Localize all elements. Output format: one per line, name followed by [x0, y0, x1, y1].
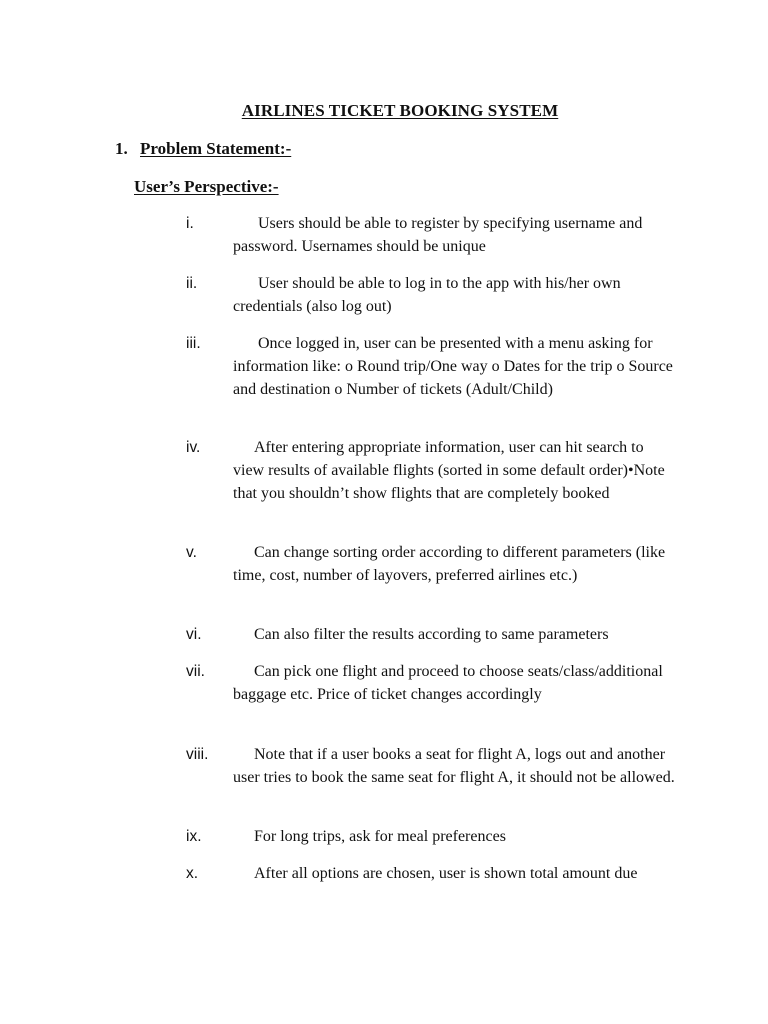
section-heading [115, 139, 291, 159]
subsection-heading: User’s Perspective:- [134, 177, 279, 196]
list-marker: iii. [186, 335, 201, 352]
document-title: AIRLINES TICKET BOOKING SYSTEM [241, 101, 559, 120]
list-item-text: Can also filter the results according to same parameters [254, 626, 609, 643]
list-marker: ix. [186, 828, 202, 845]
list-item-text: After entering appropriate information, user can hit search to view results of available flights (sorted in some default order)•Note that you shouldn’t show flights that are completely booked [233, 439, 665, 502]
list-marker: x. [186, 865, 199, 882]
list-marker: iv. [186, 439, 201, 456]
list-item-text: For long trips, ask for meal preferences [254, 828, 506, 845]
section-heading-text: Problem Statement:- [140, 139, 292, 158]
list-marker: vi. [186, 626, 202, 643]
list-item-text: Can change sorting order according to different parameters (like time, cost, number of layovers, preferred airlines etc.) [233, 544, 666, 584]
list-item-text: Once logged in, user can be presented with a menu asking for information like: o Round trip/One way o Dates for the trip o Source and destination o Number of tickets (Adult/Child) [233, 335, 673, 398]
list-marker: vii. [186, 663, 205, 680]
list-marker: viii. [186, 746, 209, 763]
list-item-text: Note that if a user books a seat for flight A, logs out and another user tries to book the same seat for flight A, it should not be allowed. [233, 746, 675, 786]
list-marker: v. [186, 544, 197, 561]
list-item-text: After all options are chosen, user is shown total amount due [254, 865, 638, 882]
list-marker: ii. [186, 275, 198, 292]
list-item-text: Users should be able to register by specifying username and password. Usernames should be unique [233, 215, 643, 255]
section-number: 1. [115, 139, 128, 158]
list-marker: i. [186, 215, 194, 232]
list-item-text: User should be able to log in to the app with his/her own credentials (also log out) [233, 275, 621, 315]
list-item-text: Can pick one flight and proceed to choose seats/class/additional baggage etc. Price of ticket changes accordingly [233, 663, 663, 703]
